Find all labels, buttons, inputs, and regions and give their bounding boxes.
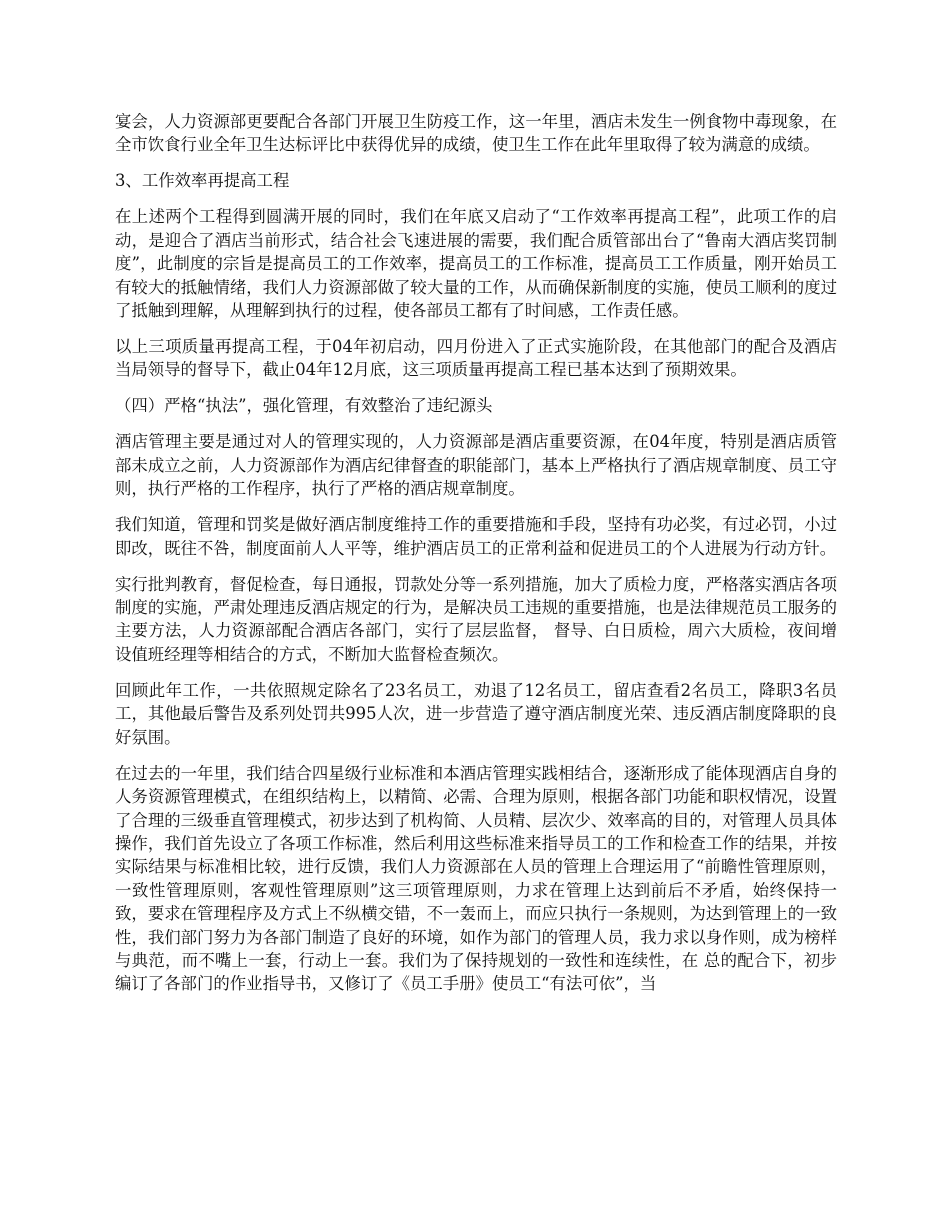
section-heading-efficiency-project: 3、工作效率再提高工程 xyxy=(115,171,290,191)
paragraph-rewards-penalties: 我们知道，管理和罚奖是做好酒店制度维持工作的重要措施和手段，坚持有功必奖，有过必罚，小过即改，既往不咎，制度面前人人平等，维护酒店员工的正常利益和促进员工的个人进展为行动方针。 xyxy=(115,515,837,558)
paragraph-efficiency-project: 在上述两个工程得到圆满开展的同时，我们在年底又启动了“工作效率再提高工程”，此项工作的启动，是迎合了酒店当前形式，结合社会飞速进展的需要，我们配合质管部出台了“鲁南大酒店奖罚制度”，此制度的宗旨是提高员工的工作效率，提高员工的工作标准，提高员工工作质量，刚开始员工有较大的抵触情绪，我们人力资源部做了较大量的工作，从而确保新制度的实施，使员工顺利的度过了抵触到理解，从理解到执行的过程，使各部员工都有了时间感，工作责任感。 xyxy=(115,207,837,321)
paragraph-hygiene-results: 宴会，人力资源部更要配合各部门开展卫生防疫工作，这一年里，酒店未发生一例食物中毒现象，在全市饮食行业全年卫生达标评比中获得优异的成绩，使卫生工作在此年里取得了较为满意的成绩。 xyxy=(115,112,837,155)
paragraph-hotel-management: 酒店管理主要是通过对人的管理实现的，人力资源部是酒店重要资源，在04年度，特别是酒店质管部未成立之前，人力资源部作为酒店纪律督查的职能部门，基本上严格执行了酒店规章制度、员工守则，执行严格的工作程序，执行了严格的酒店规章制度。 xyxy=(115,432,837,499)
paragraph-inspection-measures: 实行批判教育，督促检查，每日通报，罚款处分等一系列措施，加大了质检力度，严格落实酒店各项制度的实施，严肃处理违反酒店规定的行为，是解决员工违规的重要措施，也是法律规范员工服务的主要方法，人力资源部配合酒店各部门，实行了层层监督， 督导、白日质检，周六大质检，夜间增设值班经理等相结合的方式，不断加大监督检查频次。 xyxy=(115,574,837,664)
document-body xyxy=(115,110,837,1008)
paragraph-year-review: 回顾此年工作，一共依照规定除名了23名员工，劝退了12名员工，留店查看2名员工，降职3名员工，其他最后警告及系列处罚共995人次，进一步营造了遵守酒店制度光荣、违反酒店制度降职的良好氛围。 xyxy=(115,680,837,747)
paragraph-quality-summary: 以上三项质量再提高工程，于04年初启动，四月份进入了正式实施阶段，在其他部门的配合及酒店当局领导的督导下，截止04年12月底，这三项质量再提高工程已基本达到了预期效果。 xyxy=(115,337,837,380)
paragraph-management-model: 在过去的一年里，我们结合四星级行业标准和本酒店管理实践相结合，逐渐形成了能体现酒店自身的人务资源管理模式，在组织结构上，以精简、必需、合理为原则，根据各部门功能和职权情况，设置了合理的三级垂直管理模式，初步达到了机构简、人员精、层次少、效率高的目的，对管理人员具体操作，我们首先设立了各项工作标准，然后利用这些标准来指导员工的工作和检查工作的结果，并按实际结果与标准相比较，进行反馈，我们人力资源部在人员的管理上合理运用了“前瞻性管理原则，一致性管理原则，客观性管理原则”这三项管理原则，力求在管理上达到前后不矛盾，始终保持一致，要求在管理程序及方式上不纵横交错，不一轰而上，而应只执行一条规则，为达到管理上的一致性，我们部门努力为各部门制造了良好的环境，如作为部门的管理人员，我力求以身作则，成为榜样与典范，而不嘴上一套，行动上一套。我们为了保持规划的一致性和连续性，在 总的配合下，初步编订了各部门的作业指导书，又修订了《员工手册》使员工“有法可依”，当 xyxy=(115,763,837,994)
section-heading-discipline: （四）严格“执法”，强化管理，有效整治了违纪源头 xyxy=(115,396,493,416)
